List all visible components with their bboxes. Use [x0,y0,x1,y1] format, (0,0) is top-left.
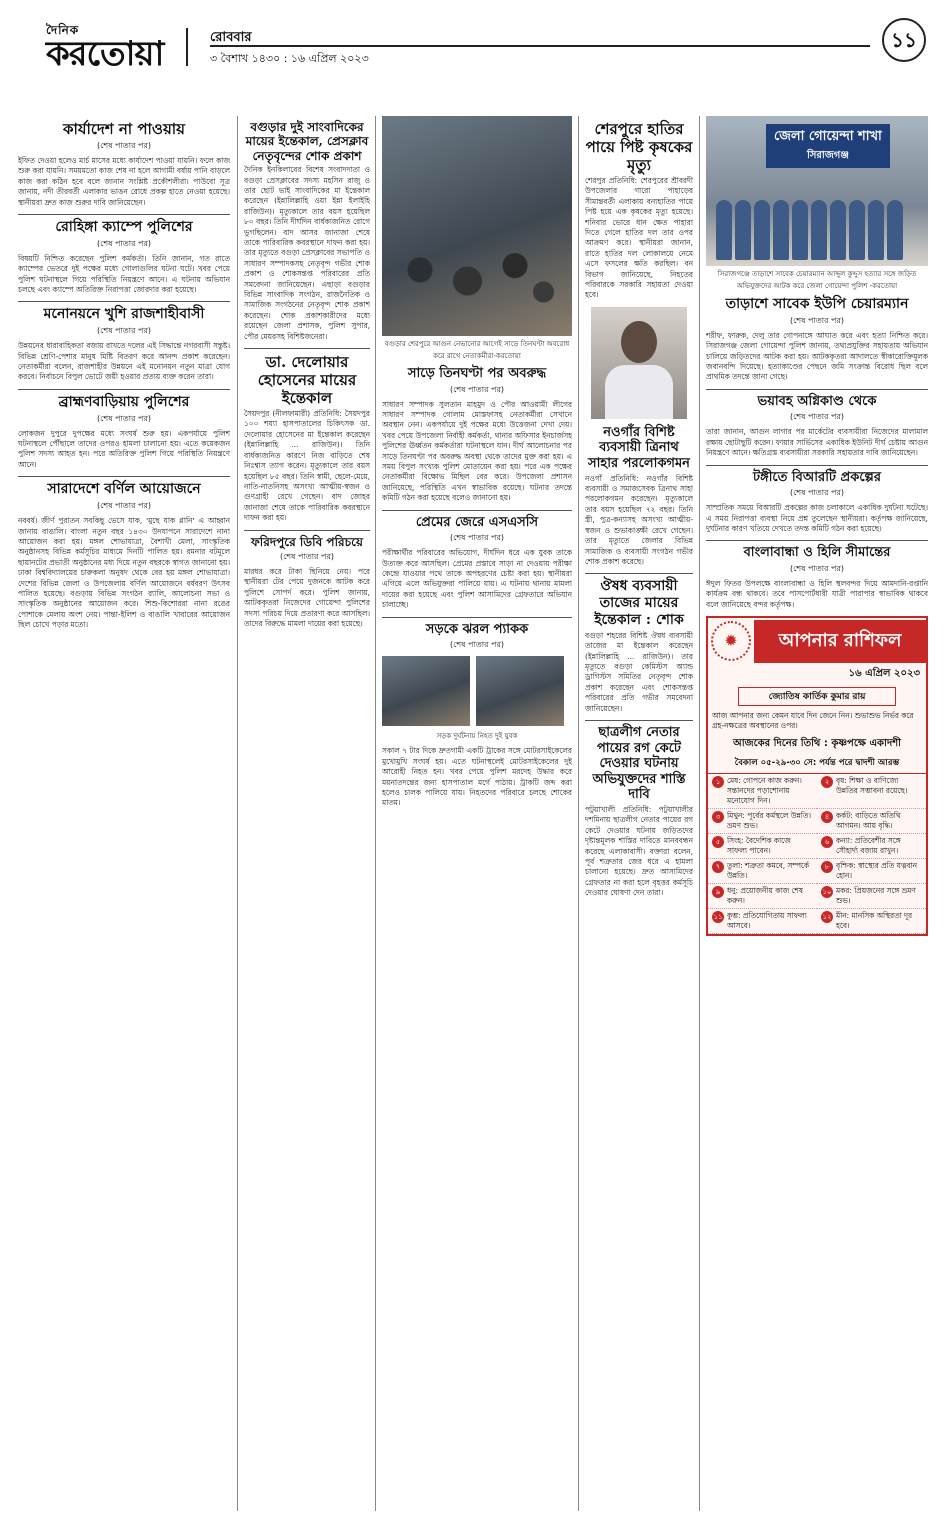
brand-logo: করতোয়া [46,34,164,74]
sign-text: মকর: প্রিয়জনের সঙ্গে ভ্রমণ শুভ। [836,886,916,906]
column-divider [699,116,700,1511]
column-divider [375,116,376,1511]
article-body: সকাল ৭ টার দিকে দ্রুতগামী একটি ট্রাকের সঙ্গে মোটরসাইকেলের মুখোমুখি সংঘর্ষ হয়। এতে ঘটনাস্থলেই মোটরসাইকেলের দুই আরোহী নিহত হন। খবর পেয়ে পুলিশ মরদেহ উদ্ধার করে ময়নাতদন্তের জন্য হাসপাতাল মর্গে পাঠায়। ট্রাকটি জব্দ করা হলেও চালক পালিয়ে যায়। নিহতদের পরিবারে চলছে শোকের মাতম। [382,746,572,808]
article-body: ইফিত দেওয়া হলেও মার্চ মাসের মধ্যে কার্যাদেশ পাওয়া যায়নি। ফলে কাজ শুরু করা যায়নি। সময়মতো কাজ শেষ না হলে আগামী বর্ষায় পানি বাড়লে কাজ করা কঠিন হবে বলে জানান সংশ্লিষ্ট প্রকৌশলীরা। পাউবো সূত্র জানায়, নদী তীরবর্তী এলাকার ভাঙন রোধে প্রকল্প হাতে নেওয়া হয়েছে। স্থানীয়রা দ্রুত কাজ শুরুর দাবি জানিয়েছেন। [18,156,230,207]
zodiac-sign-icon: ৯ [712,886,724,898]
article-body: শেরপুর প্রতিনিধি: শেরপুরের শ্রীবরদী উপজেলার গারো পাহাড়ের সীমান্তবর্তী এলাকায় বন্যহাতির পায়ে পিষ্ট হয়ে এক কৃষকের মৃত্যু হয়েছে। শনিবার ভোরে ধান ক্ষেত পাহারা দিতে গেলে হাতির দল তার ওপর আক্রমণ করে। স্থানীয়রা জানান, রাতে হাতির দল লোকালয়ে নেমে এসে ফসলের ক্ষতি করছিল। বন বিভাগ জানিয়েছে, নিহতের পরিবারকে সরকারি সহায়তা দেওয়া হবে। [585,176,693,300]
article-body: ঈদুল ফিতর উপলক্ষে বাংলাবান্ধা ও হিলি স্থলবন্দর দিয়ে আমদানি-রপ্তানি কার্যক্রম বন্ধ থাকবে। তবে পাসপোর্টধারী যাত্রী পারাপার স্বাভাবিক থাকবে বলে জানিয়েছে বন্দর কর্তৃপক্ষ। [706,579,928,609]
portrait-head [621,321,657,363]
article-title: ব্রাহ্মণবাড়িয়ায় পুলিশের [58,393,190,410]
article-body: বগুড়া শহরের বিশিষ্ট ঔষধ ব্যবসায়ী তাজের মা ইন্তেকাল করেছেন (ইন্নালিল্লাহি ... রাজিউন)। তার মৃত্যুতে বগুড়া কেমিস্টস অ্যান্ড ড্রাগিস্টস সমিতির নেতৃবৃন্দ শোক প্রকাশ করেছেন এবং শোকসন্তপ্ত পরিবারের প্রতি গভীর সমবেদনা জানিয়েছেন। [585,630,693,713]
masthead-divider [186,28,188,66]
horoscope-date: ১৬ এপ্রিল ২০২৩ [848,668,920,680]
victim-photo [476,656,564,726]
article-body: লোকজন দুপুরে দুপক্ষের মধ্যে সংঘর্ষ শুরু হয়। একপর্যায়ে পুলিশ ঘটনাস্থলে পৌঁছালে তাদের ওপরও হামলা চালানো হয়। এতে কয়েকজন পুলিশ সদস্য আহত হন। পরে অতিরিক্ত পুলিশ গিয়ে পরিস্থিতি নিয়ন্ত্রণে আনে। [18,428,230,469]
column-1 [18,116,230,1511]
horoscope-author: জ্যোতিষ কার্তিক কুমার রায় [738,687,896,706]
article-subline: (শেষ পাতার পর) [789,488,845,498]
article-body: সাম্প্রতিক সময়ে বিআরটি প্রকল্পের কাজ চলাকালে একাধিক দুর্ঘটনা ঘটেছে। এ সময় নিরাপত্তা ব্যবস্থা নিয়ে প্রশ্ন তুলেছেন স্থানীয়রা। কর্তৃপক্ষ জানিয়েছে, দুর্ঘটনার কারণ খতিয়ে দেখতে তদন্ত কমিটি গঠন করা হয়েছে। [706,503,928,534]
masthead-day: রোববার [210,30,252,45]
zodiac-sign-icon: ১ [712,776,724,788]
divider [244,530,370,531]
zodiac-sign-icon: ৮ [821,861,833,873]
divider [585,720,693,721]
column-2 [244,116,370,1511]
sign-text: মিথুন: পূর্বের কর্মস্থলে উন্নতি। ভ্রমণ শুভ। [727,811,812,831]
tithi-title: আজকের দিনের তিথি : কৃষ্ণপক্ষে একাদশী [733,738,901,750]
banner-text: সিরাজগঞ্জ [806,150,849,161]
zodiac-sign-icon: ৭ [712,861,724,873]
portrait-photo [591,307,687,419]
sign-row [817,774,926,809]
article-body: দৈনিক ইনকিলাবের বিশেষ সংবাদদাতা ও বগুড়া প্রেসক্লাবের সদস্য মহসিন রাজু ও তার ছোট ভাই সাংবাদিকের মা ইন্তেকাল করেছেন (ইন্নালিল্লাহি ওয়া ইন্না ইলাইহি রাজিউন)। মৃত্যুকালে তার বয়স হয়েছিল ৮০ বছর। তিনি দীর্ঘদিন বার্ধক্যজনিত রোগে ভুগছিলেন। বাদ আসর জানাজা শেষে তাকে পারিবারিক কবরস্থানে দাফন করা হয়। তার মৃত্যুতে বগুড়া প্রেসক্লাবের সভাপতি ও সাধারণ সম্পাদকসহ নেতৃবৃন্দ গভীর শোক প্রকাশ ও শোকসন্তপ্ত পরিবারের প্রতি সমবেদনা জানিয়েছেন। এছাড়া বগুড়ার বিভিন্ন সাংবাদিক সংগঠন, রাজনৈতিক ও সামাজিক সংগঠনের নেতৃবৃন্দ শোক প্রকাশ করেছেন। শোক প্রকাশকারীদের মধ্যে রয়েছেন জেলা প্রশাসক, পুলিশ সুপার, পৌর মেয়রসহ বিশিষ্টজনেরা। [244,165,370,341]
zodiac-sign-icon: ৪ [821,811,833,823]
article-title: মনোনয়নে খুশি রাজশাহীবাসী [43,306,205,323]
photo-caption: বগুড়ার শেরপুরে আগুন নেভানোর আগেই সাড়ে তিনঘণ্টা অবরোধ করে রাখে নেতাকর্মীরা-করতোয়া [384,340,570,360]
article-subline: (শেষ পাতার পর) [789,315,845,325]
sign-text: সিংহ: বৈদেশিক কাজে সাফল্য পাবেন। [727,836,791,856]
article-title: কার্যাদেশ না পাওয়ায় [63,120,185,138]
portrait-body [605,365,673,419]
article-body: শরীফ, ফারুক, দেলু তার গোপনাঙ্গে আঘাত করে এবং হত্যা নিশ্চিত করে। সিরাজগঞ্জ জেলা গোয়েন্দা পুলিশ জানায়, তথ্যপ্রযুক্তির সহায়তায় অভিযান চালিয়ে জড়িতদের আটক করা হয়। আটককৃতরা আদালতে স্বীকারোক্তিমূলক জবানবন্দি দিয়েছে। হত্যাকাণ্ডের পেছনে জমি সংক্রান্ত বিরোধ ছিল বলে প্রাথমিক তদন্তে জানা গেছে। [706,330,928,382]
sign-row [817,909,926,934]
zodiac-sign-icon: ৫ [712,836,724,848]
sign-row [817,809,926,834]
article-body: পটুয়াখালী প্রতিনিধি: পটুয়াখালীর দশমিনায় ছাত্রলীগ নেতার পায়ের রগ কেটে দেওয়ার ঘটনায় জড়িতদের দৃষ্টান্তমূলক শাস্তির দাবিতে মানববন্ধন করেছে এলাকাবাসী। বক্তারা বলেন, পূর্ব শত্রুতার জের ধরে এ হামলা চালানো হয়েছে। দ্রুত আসামিদের গ্রেফতার না করা হলে বৃহত্তর কর্মসূচি দেওয়ার ঘোষণা দেন তারা। [585,804,693,898]
zodiac-wheel-icon: ✹ [711,621,751,661]
column-3 [382,116,572,1511]
divider [18,214,230,215]
article-title: টঙ্গীতে বিআরটি প্রকল্পের [753,469,881,485]
zodiac-sign-icon: ১০ [822,888,832,897]
divider [706,540,928,541]
column-4 [585,116,693,1511]
article-body: পরীক্ষার্থীর পরিবারের অভিযোগ, দীর্ঘদিন ধরে এক যুবক তাকে উত্যক্ত করে আসছিল। প্রেমের প্রস্তাবে সাড়া না দেওয়ায় পরীক্ষা কেন্দ্রে যাওয়ার পথে তাকে অপহরণের চেষ্টা করা হয়। স্থানীয়রা এগিয়ে এলে অভিযুক্তরা পালিয়ে যায়। এ ঘটনায় থানায় মামলা দায়ের করা হয়েছে এবং পুলিশ আসামিদের গ্রেফতারে অভিযান চালাচ্ছে। [382,548,572,610]
page-number: ১১ [882,18,926,62]
article-title: নওগাঁর বিশিষ্ট ব্যবসায়ী ত্রিনাথ সাহার পরলোকগমন [588,424,690,472]
article-subline: (শেষ পাতার পর) [96,326,152,336]
zodiac-sign-icon: ১১ [713,913,723,922]
article-subline: (শেষ পাতার পর) [96,141,152,150]
sign-text: তুলা: শত্রুতা কমবে, সম্পর্কে উন্নতি। [727,861,810,881]
zodiac-sign-icon: ৩ [712,811,724,823]
article-title: বাংলাবান্ধা ও হিলি সীমান্তের [743,545,891,561]
sign-row [708,834,817,859]
horoscope-box [706,616,928,936]
article-body: বিষয়টি নিশ্চিত করেছেন পুলিশ কর্মকর্তা। তিনি জানান, গত রাতে ক্যাম্পের ভেতরে দুই পক্ষের মধ্যে গোলাগুলির ঘটনা ঘটে। খবর পেয়ে পুলিশ ঘটনাস্থলে গিয়ে পরিস্থিতি নিয়ন্ত্রণে আনে। এ ঘটনায় অভিযান চলছে এবং ক্যাম্পে অতিরিক্ত নিরাপত্তা জোরদার করা হয়েছে। [18,253,230,295]
divider [382,510,572,511]
sign-row [817,884,926,909]
sign-text: মীন: মানসিক অস্থিরতা দূর হবে। [836,911,913,931]
victim-photo [382,656,470,726]
column-divider [578,116,579,1511]
article-title: তাড়াশে সাবেক ইউপি চেয়ারম্যান [725,296,909,312]
sign-text: কুম্ভ: প্রতিযোগিতায় সাফল্য আসবে। [727,911,807,931]
sign-row [817,834,926,859]
divider [585,573,693,574]
photo-banner [766,124,890,168]
column-5 [706,116,928,1511]
sign-row [708,809,817,834]
divider [18,389,230,390]
photo-caption: সড়ক দুর্ঘটনায় নিহত দুই যুবক [436,732,518,741]
horoscope-signs [708,774,926,934]
zodiac-sign-icon: ৬ [821,836,833,848]
divider [18,301,230,302]
article-title: প্রেমের জেরে এসএসসি [415,514,539,530]
sign-text: ধনু: প্রয়োজনীয় কাজ শেষ করুন। [727,886,803,906]
horoscope-title: আপনার রাশিফল [754,620,926,663]
divider [382,617,572,618]
article-title: সাড়ে তিনঘণ্টা পর অবরুদ্ধ [407,366,547,381]
article-body: সাধারণ সম্পাদক সুলতান মাহমুদ ও পৌর আওয়ামী লীগের সাধারণ সম্পাদক গোলাম মোস্তফাসহ নেতাকর্মীরা সেখানে অবস্থান নেন। একপর্যায়ে দুই পক্ষের মধ্যে উত্তেজনা দেখা দেয়। খবর পেয়ে উপজেলা নির্বাহী কর্মকর্তা, থানার অফিসার ইনচার্জসহ পুলিশের ঊর্ধ্বতন কর্মকর্তারা ঘটনাস্থলে যান। দীর্ঘ আলোচনার পর সাড়ে তিনঘণ্টা পর অবরুদ্ধ অবস্থা থেকে তাদের মুক্ত করা হয়। এ সময় বিপুল সংখ্যক পুলিশ মোতায়েন করা হয়। পরে এক পক্ষের নেতাকর্মীরা বিক্ষোভ মিছিল বের করে। উপজেলা প্রশাসন জানিয়েছে, পরিস্থিতি এখন স্বাভাবিক রয়েছে। ঘটনার তদন্তে কমিটি গঠন করা হয়েছে বলেও জানানো হয়। [382,399,572,503]
sign-text: বৃশ্চিক: স্বাস্থ্যের প্রতি যত্নবান হোন। [836,861,918,881]
divider [706,465,928,466]
sign-text: কন্যা: প্রতিবেশীর সঙ্গে সৌহার্দ্য বজায় রাখুন। [836,836,901,856]
brand-small: দৈনিক [46,23,80,37]
article-body: মারধর করে টাকা ছিনিয়ে নেয়। পরে স্থানীয়রা টের পেয়ে দুজনকে আটক করে পুলিশে সোপর্দ করে। পুলিশ জানায়, আটককৃতরা নিজেদের গোয়েন্দা পুলিশের সদস্য পরিচয় দিয়ে প্রতারণা করে আসছিল। তাদের বিরুদ্ধে মামলা দায়ের করা হয়েছে। [244,566,370,628]
victim-photos [382,656,572,726]
sign-text: বৃষ: শিক্ষা ও বাণিজ্যে উন্নতির সম্ভাবনা রয়েছে। [836,776,908,796]
masthead-date: ৩ বৈশাখ ১৪৩০ : ১৬ এপ্রিল ২০২৩ [210,52,369,65]
sign-row [817,859,926,884]
divider [244,348,370,349]
article-title: রোহিঙ্গা ক্যাম্পে পুলিশের [55,219,193,236]
article-body: তারা জানান, আগুন লাগার পর মার্কেটের ব্যবসায়ীরা নিজেদের মালামাল রক্ষায় ছোটাছুটি করেন। ফায়ার সার্ভিসের একাধিক ইউনিট দীর্ঘ চেষ্টায় আগুন নিয়ন্ত্রণে আনে। ক্ষতিগ্রস্ত ব্যবসায়ীরা সরকারি সহায়তার দাবি জানিয়েছেন। [706,427,928,458]
article-body: নওগাঁ প্রতিনিধি: নওগাঁর বিশিষ্ট ব্যবসায়ী ও সমাজসেবক ত্রিনাথ সাহা পরলোকগমন করেছেন। মৃত্যুকালে তার বয়স হয়েছিল ৭২ বছর। তিনি স্ত্রী, পুত্র-কন্যাসহ অসংখ্য আত্মীয়-স্বজন ও শুভাকাঙ্ক্ষী রেখে গেছেন। তার মৃত্যুতে জেলার বিভিন্ন সামাজিক ও ব্যবসায়ী সংগঠন গভীর শোক প্রকাশ করেছে। [585,473,693,566]
article-subline: (শেষ পাতার পর) [789,564,845,574]
article-subline: (শেষ পাতার পর) [449,533,505,543]
article-title: সারাদেশে বর্ণিল আয়োজনে [47,481,201,498]
news-photo [706,116,928,266]
divider [18,476,230,477]
masthead [18,23,930,106]
news-photo [382,116,572,336]
article-title: ভয়াবহ অগ্নিকাণ্ড থেকে [757,393,877,409]
article-subline: (শেষ পাতার পর) [789,412,845,422]
sign-row [708,884,817,909]
suspects-group [716,200,903,260]
banner-text: জেলা গোয়েন্দা শাখা [774,129,882,144]
article-subline: (শেষ পাতার পর) [96,501,152,511]
article-title: বগুড়ার দুই সাংবাদিকের মায়ের ইন্তেকাল, প্রেসক্লাব নেতৃবৃন্দের শোক প্রকাশ [245,120,369,163]
article-body: নববর্ষ। জীর্ণ পুরাতন সবকিছু ভেসে যাক, 'মুছে যাক গ্লানি' এ আহ্বান জানায় বাঙালি। বাংলা নতুন বছর ১৪৩০ উদযাপনে সারাদেশে নানা আয়োজন করা হয়। মঙ্গল শোভাযাত্রা, বৈশাখী মেলা, সাংস্কৃতিক অনুষ্ঠানসহ বিভিন্ন কর্মসূচির মাধ্যমে দিনটি পালিত হয়। রমনার বটমূলে ছায়ানটের প্রভাতী অনুষ্ঠানের মধ্য দিয়ে নতুন বছরকে স্বাগত জানানো হয়। ঢাকা বিশ্ববিদ্যালয়ের চারুকলা অনুষদ থেকে বের হয় মঙ্গল শোভাযাত্রা। দেশের বিভিন্ন জেলা ও উপজেলায় বর্ণিল আয়োজনে বর্ষবরণ উৎসব পালিত হয়েছে। বগুড়ায় বিভিন্ন সংগঠন র‍্যালি, আলোচনা সভা ও সাংস্কৃতিক অনুষ্ঠানের আয়োজন করে। শিশু-কিশোররা নানা রঙের পোশাকে মেলায় অংশ নেয়। পান্তা-ইলিশ ও বাঙালি খাবারের আয়োজন ছিল চোখে পড়ার মতো। [18,516,230,630]
sign-row [708,909,817,934]
article-subline: (শেষ পাতার পর) [449,640,505,650]
masthead-rule [210,45,870,47]
crowd-image [382,116,572,336]
sign-text: মেষ: গোপনে কাজ করুন। সন্তানদের পড়াশোনায় মনোযোগ দিন। [727,776,802,806]
article-subline: (শেষ পাতার পর) [279,551,335,561]
sign-row [708,774,817,809]
article-title: শেরপুরে হাতির পায়ে পিষ্ট কৃষকের মৃত্যু [585,120,693,174]
horoscope-intro: আজ আপনার জন্য কেমন যাবে দিন জেনে নিন। শুভাশুভ নির্ভর করে গ্রহ-নক্ষত্রের অবস্থানের ওপর। [712,711,914,731]
zodiac-sign-icon: ২ [821,776,833,788]
photo-caption: সিরাজগঞ্জে তাড়াশে সাবেক চেয়ারম্যান আব্দুল কুদ্দুস হত্যার সঙ্গে জড়িত অভিযুক্তদের আটক করে জেলা গোয়েন্দা পুলিশ -করতোয়া [717,270,917,290]
article-subline: (শেষ পাতার পর) [96,238,152,248]
zodiac-sign-icon: ১২ [822,913,832,922]
article-subline: (শেষ পাতার পর) [449,384,505,394]
article-body: উন্নয়নের ধারাবাহিকতা বজায় রাখতে দলের এই সিদ্ধান্তে নগরবাসী সন্তুষ্ট। বিভিন্ন শ্রেণি-পেশার মানুষ মিষ্টি বিতরণ করে আনন্দ প্রকাশ করেছেন। নেতাকর্মীরা বলেন, রাজশাহীর উন্নয়নে এই মনোনয়ন নতুন মাত্রা যোগ করবে। নির্বাচনে বিপুল ভোটে জয়ী হওয়ার প্রত্যয় ব্যক্ত করেন তারা। [18,341,230,382]
article-body: সৈয়দপুর (নীলফামারী) প্রতিনিধি: সৈয়দপুর ১০০ শয্যা হাসপাতালের চিকিৎসক ডা. দেলোয়ার হোসেনের মা ইন্তেকাল করেছেন (ইন্নালিল্লাহি ... রাজিউন)। তিনি বার্ধক্যজনিত কারণে নিজ বাড়িতে শেষ নিঃশ্বাস ত্যাগ করেন। মৃত্যুকালে তার বয়স হয়েছিল ৮৫ বছর। তিনি স্বামী, ছেলে-মেয়ে, নাতি-নাতনিসহ অসংখ্য আত্মীয়-স্বজন ও গুণগ্রাহী রেখে গেছেন। বাদ জোহর জানাজা শেষে তাকে পারিবারিক কবরস্থানে দাফন করা হয়। [244,409,370,523]
sign-text: কর্কট: বাড়িতে অতিথি আগমন। আয় বৃদ্ধি। [836,811,901,831]
article-title: ডা. দেলোয়ার হোসেনের মায়ের ইন্তেকাল [257,353,357,408]
column-divider [237,116,238,1511]
horoscope-header [708,618,926,664]
article-subline: (শেষ পাতার পর) [96,413,152,423]
article-title: ছাত্রলীগ নেতার পায়ের রগ কেটে দেওয়ার ঘটনায় অভিযুক্তদের শাস্তি দাবি [592,724,686,803]
article-title: সড়কে ঝরল প্যাকক [425,621,529,637]
article-title: ঔষধ ব্যবসায়ী তাজের মায়ের ইন্তেকাল : শোক [594,578,684,628]
sign-row [708,859,817,884]
tithi-time: বৈকাল ০৫-২৯-৩০ সে: পর্যন্ত পরে দ্বাদশী আরম্ভ [708,755,926,774]
article-title: ফরিদপুরে ডিবি পরিচয়ে [251,534,363,549]
divider [706,389,928,390]
